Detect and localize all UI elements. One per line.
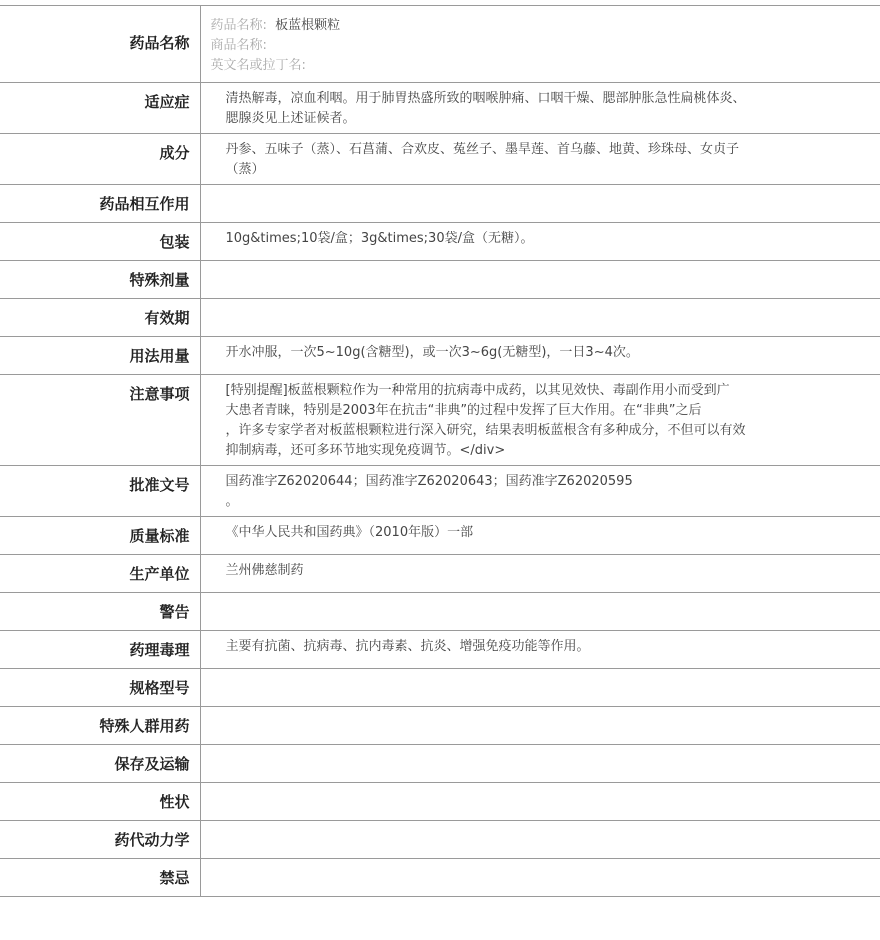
- row-value: [200, 707, 880, 745]
- row-label: 包装: [0, 223, 200, 261]
- value-line: ，许多专家学者对板蓝根颗粒进行深入研究，结果表明板蓝根含有多种成分，不但可以有效: [225, 423, 746, 438]
- row-manufacturer: [0, 555, 880, 593]
- row-label: 特殊人群用药: [0, 707, 200, 745]
- drug-name-block: [200, 6, 880, 83]
- row-expiry: [0, 299, 880, 337]
- row-value: [200, 134, 880, 185]
- row-ingredients: [0, 134, 880, 185]
- row-value: [200, 337, 880, 375]
- row-packaging: [0, 223, 880, 261]
- row-specification: [0, 669, 880, 707]
- row-value: [200, 783, 880, 821]
- row-approval: [0, 466, 880, 517]
- drug-name-line: [211, 16, 871, 36]
- row-value: [200, 466, 880, 517]
- row-value: [200, 745, 880, 783]
- row-label: 禁忌: [0, 859, 200, 897]
- row-label: 性状: [0, 783, 200, 821]
- row-warning: [0, 593, 880, 631]
- value-line: 。: [225, 494, 239, 509]
- row-value: [200, 185, 880, 223]
- row-special-population: [0, 707, 880, 745]
- row-value: [200, 517, 880, 555]
- row-label: 质量标准: [0, 517, 200, 555]
- value-line: 国药准字Z62020644；国药准字Z62020643；国药准字Z62020595: [225, 474, 633, 489]
- row-label: 生产单位: [0, 555, 200, 593]
- value-line: [特别提醒]板蓝根颗粒作为一种常用的抗病毒中成药，以其见效快、毒副作用小而受到广: [225, 383, 730, 398]
- row-value: [200, 859, 880, 897]
- value-line: 主要有抗菌、抗病毒、抗内毒素、抗炎、增强免疫功能等作用。: [225, 639, 590, 654]
- row-label: 药理毒理: [0, 631, 200, 669]
- row-label: 药代动力学: [0, 821, 200, 859]
- value-line: 腮腺炎见上述证候者。: [225, 111, 356, 126]
- value-line: （蒸）: [225, 162, 265, 177]
- row-special-dosage: [0, 261, 880, 299]
- value-line: 《中华人民共和国药典》（2010年版）一部: [225, 525, 474, 540]
- english-name-label: 英文名或拉丁名:: [210, 58, 306, 73]
- row-label: 用法用量: [0, 337, 200, 375]
- row-value: [200, 631, 880, 669]
- row-value: [200, 83, 880, 134]
- row-label: 保存及运输: [0, 745, 200, 783]
- drug-name-value: 板蓝根颗粒: [275, 18, 341, 33]
- row-value: [200, 299, 880, 337]
- row-label: 规格型号: [0, 669, 200, 707]
- row-value: [200, 821, 880, 859]
- row-value: [200, 261, 880, 299]
- row-label: 成分: [0, 134, 200, 185]
- row-label: 有效期: [0, 299, 200, 337]
- row-interactions: [0, 185, 880, 223]
- row-storage: [0, 745, 880, 783]
- row-value: [200, 555, 880, 593]
- row-quality: [0, 517, 880, 555]
- row-pharmacokinetics: [0, 821, 880, 859]
- value-line: 大患者青睐，特别是2003年在抗击“非典”的过程中发挥了巨大作用。在“非典”之后: [225, 403, 702, 418]
- row-label: 特殊剂量: [0, 261, 200, 299]
- row-value: [200, 375, 880, 466]
- row-drug-name: [0, 6, 880, 83]
- row-label: 注意事项: [0, 375, 200, 466]
- value-line: 丹参、五味子（蒸）、石菖蒲、合欢皮、菟丝子、墨旱莲、首乌藤、地黄、珍珠母、女贞子: [225, 142, 740, 157]
- row-label: 药品名称: [0, 6, 200, 83]
- row-label: 批准文号: [0, 466, 200, 517]
- row-label: 适应症: [0, 83, 200, 134]
- value-line: 抑制病毒，还可多环节地实现免疫调节。</div>: [225, 443, 506, 458]
- drug-name-label: 药品名称:: [210, 18, 267, 33]
- value-line: 清热解毒，凉血利咽。用于肺胃热盛所致的咽喉肿痛、口咽干燥、腮部肿胀急性扁桃体炎、: [225, 91, 746, 106]
- row-value: [200, 669, 880, 707]
- row-value: [200, 223, 880, 261]
- row-usage: [0, 337, 880, 375]
- row-label: 药品相互作用: [0, 185, 200, 223]
- row-label: 警告: [0, 593, 200, 631]
- row-contraindications: [0, 859, 880, 897]
- value-line: 10g&times;10袋/盒；3g&times;30袋/盒（无糖）。: [225, 231, 534, 246]
- drug-info-table: [0, 5, 880, 897]
- row-pharmacology: [0, 631, 880, 669]
- row-indications: [0, 83, 880, 134]
- row-appearance: [0, 783, 880, 821]
- row-value: [200, 593, 880, 631]
- value-line: 兰州佛慈制药: [225, 563, 304, 578]
- trade-name-label: 商品名称:: [210, 38, 267, 53]
- value-line: 开水冲服，一次5~10g(含糖型)，或一次3~6g(无糖型)，一日3~4次。: [225, 345, 639, 360]
- row-precautions: [0, 375, 880, 466]
